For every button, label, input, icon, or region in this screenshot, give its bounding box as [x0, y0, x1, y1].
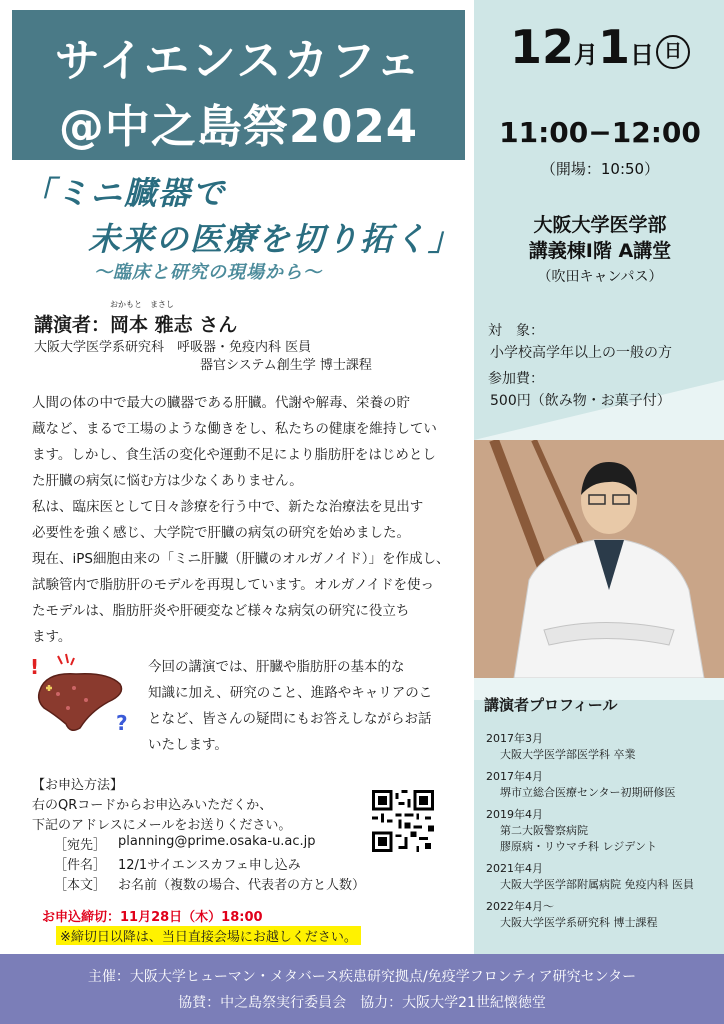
profile-year: 2022年4月〜 — [486, 900, 554, 913]
deadline: お申込締切：11月28日（木）18:00 — [42, 910, 263, 925]
speaker-photo — [474, 440, 724, 678]
speaker-affiliation-1: 大阪大学医学系研究科 呼吸器・免疫内科 医員 — [34, 340, 312, 355]
date-month: 12 — [509, 20, 574, 74]
application-line-2: 下記のアドレスにメールをお送りください。 — [32, 818, 292, 833]
fee-value: 500円（飲み物・お菓子付） — [490, 393, 671, 409]
profile-heading: 講演者プロフィール — [484, 696, 618, 714]
venue-line-2: 講義棟Ⅰ階 A講堂 — [528, 240, 672, 262]
speaker-furigana: おかもと まさし — [110, 300, 174, 309]
profile-text: 堺市立総合医療センター初期研修医 — [500, 786, 676, 799]
profile-text: 大阪大学医学系研究科 博士課程 — [500, 916, 658, 929]
to-label: ［宛先］ — [54, 838, 107, 853]
profile-text: 大阪大学医学部医学科 卒業 — [500, 748, 636, 761]
application-line-1: 右のQRコードからお申込みいただくか、 — [32, 798, 273, 813]
profile-year: 2019年4月 — [486, 808, 543, 821]
talk-title-line-2: 未来の医療を切り拓く」 — [88, 220, 463, 258]
date-day-unit: 日 — [630, 41, 655, 69]
page-title: サイエンスカフェ — [54, 34, 423, 87]
subject-value: 12/1サイエンスカフェ申し込み — [118, 858, 301, 873]
weekday-badge: 日 — [656, 35, 690, 69]
profile-year: 2017年4月 — [486, 770, 543, 783]
body-paragraph-3: 現在、iPS細胞由来の「ミニ肝臓（肝臓のオルガノイド）」を作成し、 試験管内で脂肪肝のモデルを再現しています。オルガノイドを使っ たモデルは、脂肪肝炎や肝硬変など様々な病気の研究に役立ち ます。 — [32, 551, 450, 645]
profile-text: 大阪大学医学部附属病院 免疫内科 医員 — [500, 878, 694, 891]
footer — [0, 954, 724, 1024]
qr-code[interactable] — [372, 790, 434, 852]
event-date — [482, 20, 718, 74]
sponsors: 協賛：中之島祭実行委員会 協力：大阪大学21世紀懐徳堂 — [178, 995, 546, 1011]
opening-time: （開場：10:50） — [540, 160, 660, 178]
profile-year: 2017年3月 — [486, 732, 543, 745]
speaker-affiliation-2: 器官システム創生学 博士課程 — [200, 358, 372, 373]
speaker-name: 講演者：岡本 雅志 さん — [34, 314, 238, 336]
body-paragraph-4: 今回の講演では、肝臓や脂肪肝の基本的な 知識に加え、研究のこと、進路やキャリアのこ となど、皆さんの疑問にもお答えしながらお話 いたします。 — [148, 659, 433, 753]
talk-title-line-1: 「ミニ臓器で — [22, 174, 227, 212]
target-label: 対 象： — [488, 323, 544, 339]
talk-subtitle: 〜臨床と研究の現場から〜 — [94, 262, 322, 283]
body-label: ［本文］ — [54, 878, 107, 893]
svg-text:!: ! — [30, 655, 40, 679]
date-month-unit: 月 — [574, 41, 598, 69]
profile-text: 膠原病・リウマチ科 レジデント — [500, 840, 658, 853]
page-subtitle: @中之島祭2024 — [58, 100, 419, 153]
target-value: 小学校高学年以上の一般の方 — [490, 345, 672, 361]
body-paragraph-2: 私は、臨床医として日々診療を行う中で、新たな治療法を見出す 必要性を強く感じ、大学院で肝臓の病気の研究を始めました。 — [32, 499, 424, 541]
body-value: お名前（複数の場合、代表者の方と人数） — [118, 878, 366, 893]
venue-line-3: （吹田キャンパス） — [537, 269, 663, 285]
profile-year: 2021年4月 — [486, 862, 543, 875]
body-paragraph-1: 人間の体の中で最大の臓器である肝臓。代謝や解毒、栄養の貯 蔵など、まるで工場のような働きをし、私たちの健康を維持してい ます。しかし、食生活の変化や運動不足により脂肪肝をはじめとし た肝臓の病気に悩む方は少なくありません。 — [32, 395, 437, 489]
fee-label: 参加費： — [488, 371, 544, 387]
date-day: 1 — [598, 20, 631, 74]
event-time: 11:00−12:00 — [499, 116, 701, 149]
svg-text:?: ? — [116, 711, 128, 735]
deadline-note: ※締切日以降は、当日直接会場にお越しください。 — [56, 926, 361, 945]
title-banner — [12, 10, 465, 160]
organizer: 主催：大阪大学ヒューマン・メタバース疾患研究拠点/免疫学フロンティア研究センター — [87, 969, 637, 985]
profile-text: 第二大阪警察病院 — [500, 824, 588, 837]
liver-illustration — [28, 650, 138, 740]
email-link[interactable]: planning@prime.osaka-u.ac.jp — [118, 834, 316, 849]
venue-line-1: 大阪大学医学部 — [533, 214, 667, 236]
application-heading: 【お申込方法】 — [32, 778, 124, 793]
subject-label: ［件名］ — [54, 858, 107, 873]
